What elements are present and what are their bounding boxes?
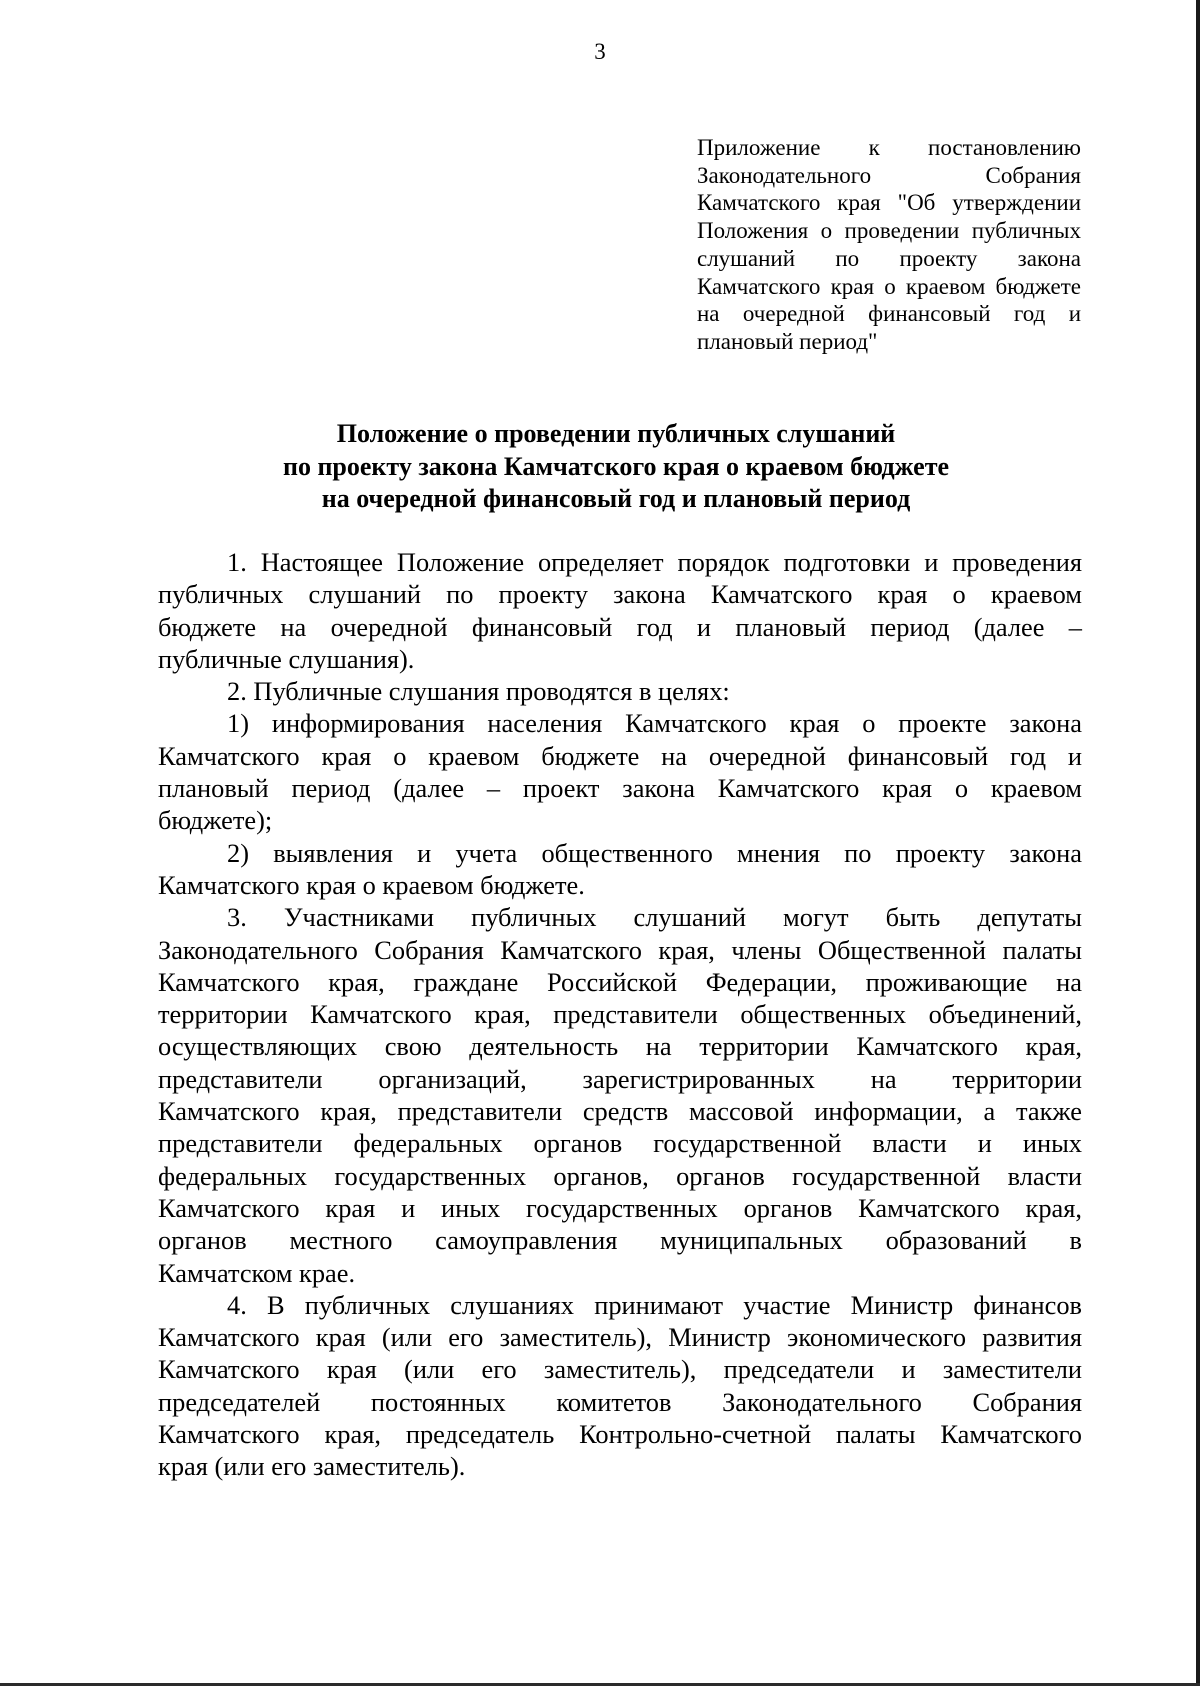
paragraph-1-line: бюджете на очередной финансовый год и плановый период (далее – [158,611,1082,642]
paragraph-3-line: Камчатского края, представители средств массовой информации, а также [158,1096,1082,1127]
paragraph-3-line: Законодательного Собрания Камчатского края, члены Общественной палаты [158,934,1082,965]
appendix-line: Камчатского края о краевом бюджете [697,273,1081,299]
paragraph-3-line: федеральных государственных органов, органов государственной власти [158,1160,1082,1191]
paragraph-3-line: Камчатского края, граждане Российской Федерации, проживающие на [158,966,1082,997]
paragraph-3-line: представители федеральных органов государственной власти и иных [158,1128,1082,1159]
paragraph-3-line: Камчатского края и иных государственных органов Камчатского края, [158,1192,1082,1223]
subitem-1-line: 1) информирования населения Камчатского края о проекте закона [227,708,1082,739]
appendix-line: на очередной финансовый год и [697,301,1081,327]
subitem-1-line: бюджете); [158,805,273,836]
paragraph-3-line: представители организаций, зарегистрированных на территории [158,1063,1082,1094]
subitem-2-line: 2) выявления и учета общественного мнения по проекту закона [227,837,1082,868]
title-line: Положение о проведении публичных слушаний [336,419,896,448]
paragraph-3-line: Камчатском крае. [158,1257,356,1288]
paragraph-3-line: осуществляющих свою деятельность на территории Камчатского края, [158,1031,1082,1062]
title-line: по проекту закона Камчатского края о краевом бюджете [282,451,950,481]
paragraph-3-line: 3. Участниками публичных слушаний могут быть депутаты [227,902,1082,933]
appendix-note [697,134,1081,356]
appendix-line: Положения о проведении публичных [697,218,1081,244]
document-body [158,546,1082,1483]
paragraph-4-line: Камчатского края, председатель Контрольно-счетной палаты Камчатского [158,1419,1082,1450]
scan-border-right [1196,0,1200,1686]
appendix-line: Законодательного Собрания [697,162,1081,188]
page-number: 3 [594,39,606,64]
paragraph-1-line: публичные слушания). [158,643,415,674]
paragraph-4-line: председателей постоянных комитетов Законодательного Собрания [158,1386,1082,1417]
paragraph-3-line: территории Камчатского края, представители общественных объединений, [158,999,1082,1030]
appendix-line: слушаний по проекту закона [697,245,1081,271]
paragraph-3-line: органов местного самоуправления муниципальных образований в [158,1225,1082,1256]
appendix-line: плановый период" [697,328,878,354]
subitem-1-line: плановый период (далее – проект закона Камчатского края о краевом [158,773,1082,804]
title-line: на очередной финансовый год и плановый период [321,484,911,513]
subitem-2-line: Камчатского края о краевом бюджете. [158,869,585,900]
paragraph-4-line: Камчатского края (или его заместитель), председатели и заместители [158,1354,1082,1385]
paragraph-2-line: 2. Публичные слушания проводятся в целях: [227,676,730,707]
paragraph-4-line: края (или его заместитель). [158,1451,466,1482]
subitem-1-line: Камчатского края о краевом бюджете на очередной финансовый год и [158,740,1082,771]
paragraph-4-line: Камчатского края (или его заместитель), Министр экономического развития [158,1322,1082,1353]
appendix-line: Камчатского края "Об утверждении [697,190,1081,216]
document-title [0,418,1200,516]
paragraph-4-line: 4. В публичных слушаниях принимают участие Министр финансов [227,1289,1082,1320]
appendix-line: Приложение к постановлению [697,135,1081,160]
paragraph-1-line: 1. Настоящее Положение определяет порядок подготовки и проведения [227,547,1082,577]
paragraph-1-line: публичных слушаний по проекту закона Камчатского края о краевом [158,579,1082,610]
